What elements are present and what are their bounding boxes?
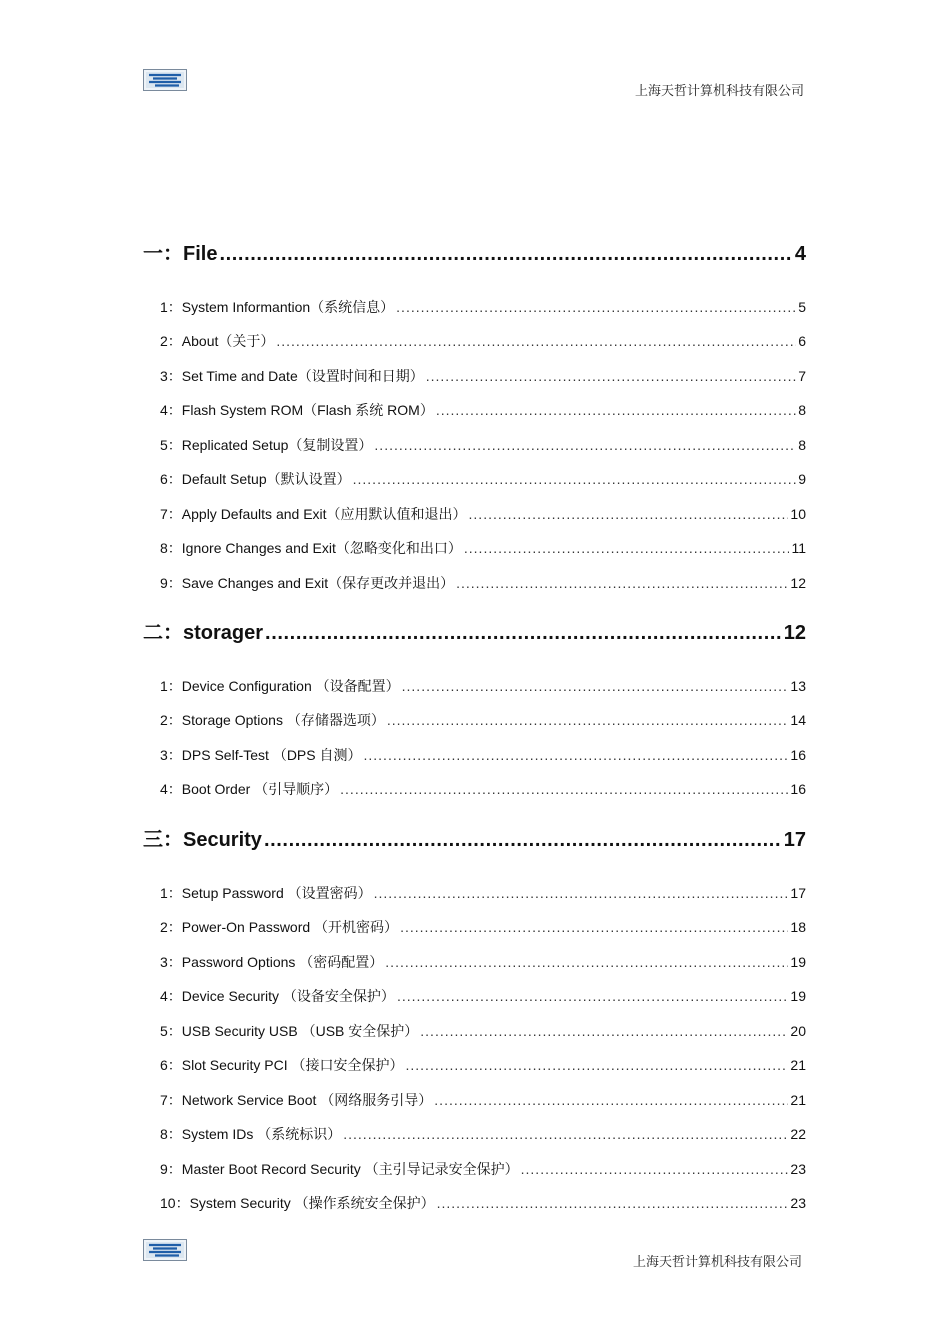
page-number: 8 xyxy=(798,402,806,418)
toc-item[interactable] xyxy=(143,330,806,352)
dot-leader xyxy=(436,399,796,421)
toc-item[interactable] xyxy=(143,399,806,421)
toc-item-label: 1：System Informantion（系统信息） xyxy=(160,299,395,315)
toc-section-file[interactable] xyxy=(143,240,806,268)
toc-item-label: 8：Ignore Changes and Exit（忽略变化和出口） xyxy=(160,540,462,556)
dot-leader xyxy=(406,1054,789,1076)
section-title: 三：Security xyxy=(143,829,262,851)
toc-item-label: 9：Save Changes and Exit（保存更改并退出） xyxy=(160,575,455,591)
toc-item[interactable] xyxy=(143,916,806,938)
dot-leader xyxy=(469,503,789,525)
dot-leader xyxy=(402,675,789,697)
page-number: 19 xyxy=(790,988,806,1004)
toc-item-label: 7：Network Service Boot （网络服务引导） xyxy=(160,1092,433,1108)
toc-item[interactable] xyxy=(143,744,806,766)
dot-leader xyxy=(400,916,788,938)
toc-item-label: 1：Device Configuration （设备配置） xyxy=(160,678,400,694)
dot-leader xyxy=(265,619,782,647)
toc-item[interactable] xyxy=(143,296,806,318)
dot-leader xyxy=(374,882,789,904)
toc-item-label: 2：Storage Options （存储器选项） xyxy=(160,712,385,728)
page-number: 17 xyxy=(790,885,806,901)
page-number: 23 xyxy=(790,1161,806,1177)
toc-item-label: 7：Apply Defaults and Exit（应用默认值和退出） xyxy=(160,506,467,522)
page-number: 4 xyxy=(794,243,806,265)
toc-item[interactable] xyxy=(143,503,806,525)
page-number: 19 xyxy=(790,954,806,970)
dot-leader xyxy=(434,1089,788,1111)
dot-leader xyxy=(385,951,788,973)
toc-item-label: 3：Password Options （密码配置） xyxy=(160,954,384,970)
dot-leader xyxy=(276,330,796,352)
toc-section-storager[interactable] xyxy=(143,619,806,647)
page-number: 18 xyxy=(790,919,806,935)
toc-item[interactable] xyxy=(143,1192,806,1214)
dot-leader xyxy=(364,744,789,766)
dot-leader xyxy=(456,572,788,594)
dot-leader xyxy=(426,365,796,387)
page-number: 14 xyxy=(790,712,806,728)
page-number: 17 xyxy=(783,829,806,851)
toc-item-label: 6：Default Setup（默认设置） xyxy=(160,471,351,487)
toc-item-label: 4：Flash System ROM（Flash 系统 ROM） xyxy=(160,402,434,418)
dot-leader xyxy=(464,537,790,559)
page-number: 10 xyxy=(790,506,806,522)
page-number: 12 xyxy=(790,575,806,591)
page-number: 22 xyxy=(790,1126,806,1142)
toc-section-security[interactable] xyxy=(143,826,806,854)
page-number: 12 xyxy=(783,622,806,644)
toc-item[interactable] xyxy=(143,1158,806,1180)
page-number: 16 xyxy=(790,781,806,797)
toc-item[interactable] xyxy=(143,572,806,594)
dot-leader xyxy=(387,709,789,731)
table-of-contents xyxy=(143,0,806,1344)
dot-leader xyxy=(437,1192,789,1214)
page-number: 8 xyxy=(798,437,806,453)
toc-item-label: 6：Slot Security PCI （接口安全保护） xyxy=(160,1057,404,1073)
toc-item[interactable] xyxy=(143,1054,806,1076)
toc-item[interactable] xyxy=(143,1123,806,1145)
toc-item[interactable] xyxy=(143,468,806,490)
toc-item[interactable] xyxy=(143,985,806,1007)
toc-item[interactable] xyxy=(143,434,806,456)
company-name: 上海天哲计算机科技有限公司 xyxy=(632,1255,802,1270)
company-name: 上海天哲计算机科技有限公司 xyxy=(634,84,804,99)
toc-item-label: 4：Device Security （设备安全保护） xyxy=(160,988,395,1004)
toc-item-label: 9：Master Boot Record Security （主引导记录安全保护） xyxy=(160,1161,519,1177)
toc-item-label: 10：System Security （操作系统安全保护） xyxy=(160,1195,435,1211)
toc-item-label: 3：Set Time and Date（设置时间和日期） xyxy=(160,368,424,384)
page-number: 6 xyxy=(798,333,806,349)
dot-leader xyxy=(396,296,796,318)
page-number: 9 xyxy=(798,471,806,487)
toc-item-label: 1：Setup Password （设置密码） xyxy=(160,885,372,901)
toc-item[interactable] xyxy=(143,537,806,559)
page-number: 21 xyxy=(790,1057,806,1073)
toc-item[interactable] xyxy=(143,951,806,973)
page-number: 11 xyxy=(791,540,806,556)
dot-leader xyxy=(374,434,796,456)
toc-item-label: 4：Boot Order （引导顺序） xyxy=(160,781,339,797)
section-title: 一：File xyxy=(143,243,218,265)
toc-item[interactable] xyxy=(143,365,806,387)
page-number: 13 xyxy=(790,678,806,694)
page-number: 7 xyxy=(798,368,806,384)
toc-item-label: 5：Replicated Setup（复制设置） xyxy=(160,437,373,453)
dot-leader xyxy=(397,985,788,1007)
dot-leader xyxy=(219,240,792,268)
toc-item[interactable] xyxy=(143,675,806,697)
page-number: 16 xyxy=(790,747,806,763)
page-number: 21 xyxy=(790,1092,806,1108)
toc-item-label: 2：Power-On Password （开机密码） xyxy=(160,919,399,935)
toc-item[interactable] xyxy=(143,709,806,731)
toc-item[interactable] xyxy=(143,1089,806,1111)
toc-item-label: 8：System IDs （系统标识） xyxy=(160,1126,342,1142)
toc-item[interactable] xyxy=(143,882,806,904)
dot-leader xyxy=(340,778,788,800)
section-title: 二：storager xyxy=(143,622,264,644)
toc-item-label: 3：DPS Self-Test （DPS 自测） xyxy=(160,747,362,763)
dot-leader xyxy=(264,826,782,854)
company-logo-icon xyxy=(143,1239,187,1261)
toc-item-label: 2：About（关于） xyxy=(160,333,275,349)
dot-leader xyxy=(353,468,797,490)
page-number: 5 xyxy=(798,299,806,315)
toc-item[interactable] xyxy=(143,1020,806,1042)
page-number: 20 xyxy=(790,1023,806,1039)
dot-leader xyxy=(343,1123,788,1145)
toc-item[interactable] xyxy=(143,778,806,800)
dot-leader xyxy=(420,1020,788,1042)
page-number: 23 xyxy=(790,1195,806,1211)
dot-leader xyxy=(521,1158,789,1180)
toc-item-label: 5：USB Security USB （USB 安全保护） xyxy=(160,1023,419,1039)
